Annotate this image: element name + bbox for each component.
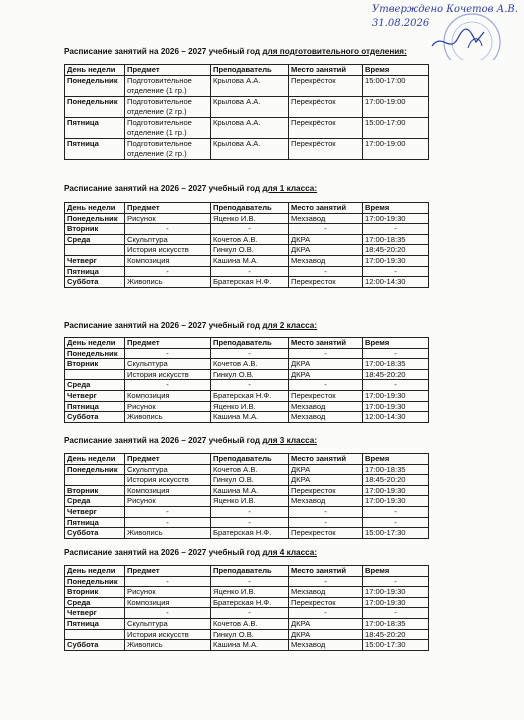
column-header: Место занятий	[289, 65, 363, 76]
table-row	[65, 369, 429, 380]
day-cell: Суббота	[65, 277, 125, 288]
teacher-cell: Крылова А.А.	[211, 75, 289, 96]
teacher-cell: Братерская Н.Ф.	[211, 390, 289, 401]
subject-cell: Композиция	[125, 597, 211, 608]
time-cell: 17:00-18:35	[363, 359, 429, 370]
table-row	[65, 517, 429, 528]
table-row	[65, 576, 429, 587]
section-title-prep: Расписание занятий на 2026 – 2027 учебный год для подготовительного отделения:	[64, 47, 407, 56]
table-row	[65, 234, 429, 245]
location-cell: Перекрёсток	[289, 117, 363, 138]
column-header: Место занятий	[289, 454, 363, 465]
subject-cell: Рисунок	[125, 496, 211, 507]
table-row	[65, 359, 429, 370]
subject-cell: История искусств	[125, 369, 211, 380]
column-header: Место занятий	[289, 203, 363, 214]
day-cell	[65, 629, 125, 640]
time-cell: 17:00-19:30	[363, 485, 429, 496]
location-cell: Перекресток	[289, 277, 363, 288]
time-cell: 17:00-19:30	[363, 496, 429, 507]
table-row	[65, 255, 429, 266]
teacher-cell: Кашина М.А.	[211, 255, 289, 266]
day-cell: Четверг	[65, 390, 125, 401]
location-cell: Перекрёсток	[289, 96, 363, 117]
location-cell: ДКРА	[289, 475, 363, 486]
subject-cell: -	[125, 517, 211, 528]
subject-cell: Композиция	[125, 255, 211, 266]
table-row	[65, 245, 429, 256]
subject-cell: Скульптура	[125, 359, 211, 370]
subject-cell: -	[125, 576, 211, 587]
column-header: Преподаватель	[211, 566, 289, 577]
schedule-table-class-4	[64, 565, 429, 651]
table-row	[65, 96, 429, 117]
table-row	[65, 618, 429, 629]
teacher-cell: -	[211, 506, 289, 517]
subject-cell: Рисунок	[125, 213, 211, 224]
approval-date: 31.08.2026	[372, 18, 430, 29]
day-cell	[65, 245, 125, 256]
day-cell: Среда	[65, 380, 125, 391]
teacher-cell: Кашина М.А.	[211, 412, 289, 423]
day-cell: Понедельник	[65, 96, 125, 117]
column-header: Время	[363, 203, 429, 214]
teacher-cell: Кочетов А.В.	[211, 234, 289, 245]
column-header: Время	[363, 338, 429, 349]
location-cell: ДКРА	[289, 618, 363, 629]
subject-cell: Рисунок	[125, 401, 211, 412]
location-cell: ДКРА	[289, 234, 363, 245]
subject-cell: Скульптура	[125, 234, 211, 245]
section-title-class-2: Расписание занятий на 2026 – 2027 учебный год для 2 класса:	[64, 321, 318, 330]
teacher-cell: Крылова А.А.	[211, 96, 289, 117]
column-header: День недели	[65, 454, 125, 465]
day-cell: Четверг	[65, 506, 125, 517]
subject-cell: Подготовительное отделение (1 гр.)	[125, 117, 211, 138]
table-row	[65, 277, 429, 288]
teacher-cell: Гинкул О.В.	[211, 629, 289, 640]
column-header: Преподаватель	[211, 454, 289, 465]
table-row	[65, 75, 429, 96]
table-row	[65, 528, 429, 539]
column-header: Преподаватель	[211, 65, 289, 76]
day-cell: Пятница	[65, 517, 125, 528]
subject-cell: Подготовительное отделение (2 гр.)	[125, 138, 211, 159]
column-header: Время	[363, 566, 429, 577]
table-header-row	[65, 454, 429, 465]
table-row	[65, 266, 429, 277]
location-cell: Мехзавод	[289, 213, 363, 224]
day-cell: Среда	[65, 597, 125, 608]
location-cell: ДКРА	[289, 369, 363, 380]
day-cell: Пятница	[65, 401, 125, 412]
column-header: День недели	[65, 203, 125, 214]
time-cell: 17:00-18:35	[363, 234, 429, 245]
teacher-cell: Кочетов А.В.	[211, 618, 289, 629]
column-header: Место занятий	[289, 566, 363, 577]
table-row	[65, 138, 429, 159]
column-header: Предмет	[125, 338, 211, 349]
time-cell: 17:00-19:30	[363, 213, 429, 224]
column-header: Время	[363, 65, 429, 76]
schedule-table-class-3	[64, 453, 429, 539]
location-cell: Мехзавод	[289, 587, 363, 598]
teacher-cell: Гинкул О.В.	[211, 475, 289, 486]
table-row	[65, 224, 429, 235]
time-cell: 15:00-17:30	[363, 640, 429, 651]
teacher-cell: Братерская Н.Ф.	[211, 277, 289, 288]
day-cell: Суббота	[65, 528, 125, 539]
day-cell: Суббота	[65, 640, 125, 651]
column-header: Предмет	[125, 454, 211, 465]
location-cell: Перекрёсток	[289, 75, 363, 96]
time-cell: 12:00-14:30	[363, 412, 429, 423]
subject-cell: -	[125, 506, 211, 517]
location-cell: -	[289, 608, 363, 619]
column-header: День недели	[65, 65, 125, 76]
column-header: Время	[363, 454, 429, 465]
table-row	[65, 506, 429, 517]
location-cell: Мехзавод	[289, 401, 363, 412]
location-cell: ДКРА	[289, 629, 363, 640]
table-row	[65, 348, 429, 359]
time-cell: 17:00-19:30	[363, 587, 429, 598]
subject-cell: Композиция	[125, 390, 211, 401]
time-cell: 15:00-17:00	[363, 117, 429, 138]
table-row	[65, 485, 429, 496]
day-cell: Четверг	[65, 255, 125, 266]
time-cell: -	[363, 506, 429, 517]
teacher-cell: -	[211, 608, 289, 619]
day-cell: Среда	[65, 234, 125, 245]
subject-cell: Живопись	[125, 640, 211, 651]
subject-cell: Подготовительное отделение (2 гр.)	[125, 96, 211, 117]
teacher-cell: Гинкул О.В.	[211, 245, 289, 256]
section-title-class-3: Расписание занятий на 2026 – 2027 учебный год для 3 класса:	[64, 436, 318, 445]
teacher-cell: Гинкул О.В.	[211, 369, 289, 380]
time-cell: -	[363, 576, 429, 587]
day-cell: Пятница	[65, 266, 125, 277]
day-cell: Понедельник	[65, 75, 125, 96]
time-cell: 18:45-20:20	[363, 369, 429, 380]
column-header: День недели	[65, 338, 125, 349]
approval-line: Утверждено Кочетов А.В.	[372, 4, 518, 15]
teacher-cell: -	[211, 224, 289, 235]
day-cell: Четверг	[65, 608, 125, 619]
subject-cell: Живопись	[125, 528, 211, 539]
subject-cell: История искусств	[125, 475, 211, 486]
table-header-row	[65, 566, 429, 577]
table-row	[65, 629, 429, 640]
location-cell: -	[289, 576, 363, 587]
schedule-table-class-1	[64, 202, 429, 288]
location-cell: Перекресток	[289, 528, 363, 539]
day-cell: Вторник	[65, 224, 125, 235]
teacher-cell: -	[211, 576, 289, 587]
teacher-cell: -	[211, 380, 289, 391]
day-cell: Суббота	[65, 412, 125, 423]
location-cell: ДКРА	[289, 464, 363, 475]
day-cell: Понедельник	[65, 464, 125, 475]
time-cell: 12:00-14:30	[363, 277, 429, 288]
teacher-cell: Кашина М.А.	[211, 640, 289, 651]
location-cell: -	[289, 380, 363, 391]
table-row	[65, 608, 429, 619]
column-header: Предмет	[125, 65, 211, 76]
day-cell: Понедельник	[65, 348, 125, 359]
location-cell: Перекресток	[289, 390, 363, 401]
teacher-cell: Яценко И.В.	[211, 587, 289, 598]
location-cell: Мехзавод	[289, 412, 363, 423]
time-cell: 18:45-20:20	[363, 475, 429, 486]
teacher-cell: -	[211, 517, 289, 528]
table-row	[65, 475, 429, 486]
subject-cell: -	[125, 266, 211, 277]
location-cell: Перекресток	[289, 597, 363, 608]
subject-cell: Живопись	[125, 277, 211, 288]
time-cell: -	[363, 380, 429, 391]
day-cell: Вторник	[65, 485, 125, 496]
time-cell: 15:00-17:30	[363, 528, 429, 539]
location-cell: Перекрёсток	[289, 138, 363, 159]
table-row	[65, 464, 429, 475]
day-cell	[65, 369, 125, 380]
subject-cell: -	[125, 224, 211, 235]
section-title-class-1: Расписание занятий на 2026 – 2027 учебный год для 1 класса:	[64, 184, 318, 193]
teacher-cell: Братерская Н.Ф.	[211, 597, 289, 608]
day-cell: Пятница	[65, 138, 125, 159]
teacher-cell: Крылова А.А.	[211, 138, 289, 159]
location-cell: Мехзавод	[289, 255, 363, 266]
table-row	[65, 380, 429, 391]
time-cell: -	[363, 224, 429, 235]
table-row	[65, 390, 429, 401]
subject-cell: Живопись	[125, 412, 211, 423]
day-cell	[65, 475, 125, 486]
column-header: Место занятий	[289, 338, 363, 349]
teacher-cell: Кашина М.А.	[211, 485, 289, 496]
subject-cell: Скульптура	[125, 464, 211, 475]
time-cell: 17:00-19:30	[363, 255, 429, 266]
table-row	[65, 496, 429, 507]
section-title-class-4: Расписание занятий на 2026 – 2027 учебный год для 4 класса:	[64, 548, 318, 557]
location-cell: ДКРА	[289, 245, 363, 256]
teacher-cell: Кочетов А.В.	[211, 359, 289, 370]
day-cell: Понедельник	[65, 576, 125, 587]
location-cell: -	[289, 506, 363, 517]
time-cell: 17:00-18:35	[363, 464, 429, 475]
subject-cell: Скульптура	[125, 618, 211, 629]
day-cell: Вторник	[65, 359, 125, 370]
day-cell: Среда	[65, 496, 125, 507]
time-cell: 18:45-20:20	[363, 629, 429, 640]
column-header: Предмет	[125, 203, 211, 214]
location-cell: -	[289, 348, 363, 359]
teacher-cell: Кочетов А.В.	[211, 464, 289, 475]
time-cell: 15:00-17:00	[363, 75, 429, 96]
day-cell: Вторник	[65, 587, 125, 598]
location-cell: Мехзавод	[289, 496, 363, 507]
subject-cell: История искусств	[125, 245, 211, 256]
teacher-cell: Крылова А.А.	[211, 117, 289, 138]
location-cell: -	[289, 224, 363, 235]
column-header: Преподаватель	[211, 203, 289, 214]
location-cell: -	[289, 517, 363, 528]
time-cell: 17:00-19:00	[363, 138, 429, 159]
table-header-row	[65, 65, 429, 76]
table-header-row	[65, 338, 429, 349]
subject-cell: Подготовительное отделение (1 гр.)	[125, 75, 211, 96]
teacher-cell: -	[211, 348, 289, 359]
time-cell: -	[363, 517, 429, 528]
table-row	[65, 597, 429, 608]
teacher-cell: Братерская Н.Ф.	[211, 528, 289, 539]
column-header: Предмет	[125, 566, 211, 577]
subject-cell: -	[125, 380, 211, 391]
subject-cell: Композиция	[125, 485, 211, 496]
column-header: Преподаватель	[211, 338, 289, 349]
time-cell: 17:00-19:30	[363, 401, 429, 412]
day-cell: Пятница	[65, 618, 125, 629]
table-row	[65, 117, 429, 138]
time-cell: 17:00-19:00	[363, 96, 429, 117]
time-cell: -	[363, 266, 429, 277]
time-cell: 17:00-19:30	[363, 597, 429, 608]
time-cell: 17:00-18:35	[363, 618, 429, 629]
subject-cell: Рисунок	[125, 587, 211, 598]
time-cell: -	[363, 608, 429, 619]
time-cell: 17:00-19:30	[363, 390, 429, 401]
time-cell: 18:45-20:20	[363, 245, 429, 256]
subject-cell: История искусств	[125, 629, 211, 640]
table-row	[65, 412, 429, 423]
location-cell: ДКРА	[289, 359, 363, 370]
table-row	[65, 587, 429, 598]
location-cell: Перекресток	[289, 485, 363, 496]
subject-cell: -	[125, 608, 211, 619]
table-header-row	[65, 203, 429, 214]
table-row	[65, 640, 429, 651]
table-row	[65, 401, 429, 412]
schedule-table-prep	[64, 64, 429, 160]
teacher-cell: Яценко И.В.	[211, 401, 289, 412]
day-cell: Пятница	[65, 117, 125, 138]
teacher-cell: Яценко И.В.	[211, 213, 289, 224]
table-row	[65, 213, 429, 224]
location-cell: -	[289, 266, 363, 277]
day-cell: Понедельник	[65, 213, 125, 224]
schedule-table-class-2	[64, 337, 429, 423]
column-header: День недели	[65, 566, 125, 577]
location-cell: Мехзавод	[289, 640, 363, 651]
teacher-cell: Яценко И.В.	[211, 496, 289, 507]
subject-cell: -	[125, 348, 211, 359]
teacher-cell: -	[211, 266, 289, 277]
time-cell: -	[363, 348, 429, 359]
